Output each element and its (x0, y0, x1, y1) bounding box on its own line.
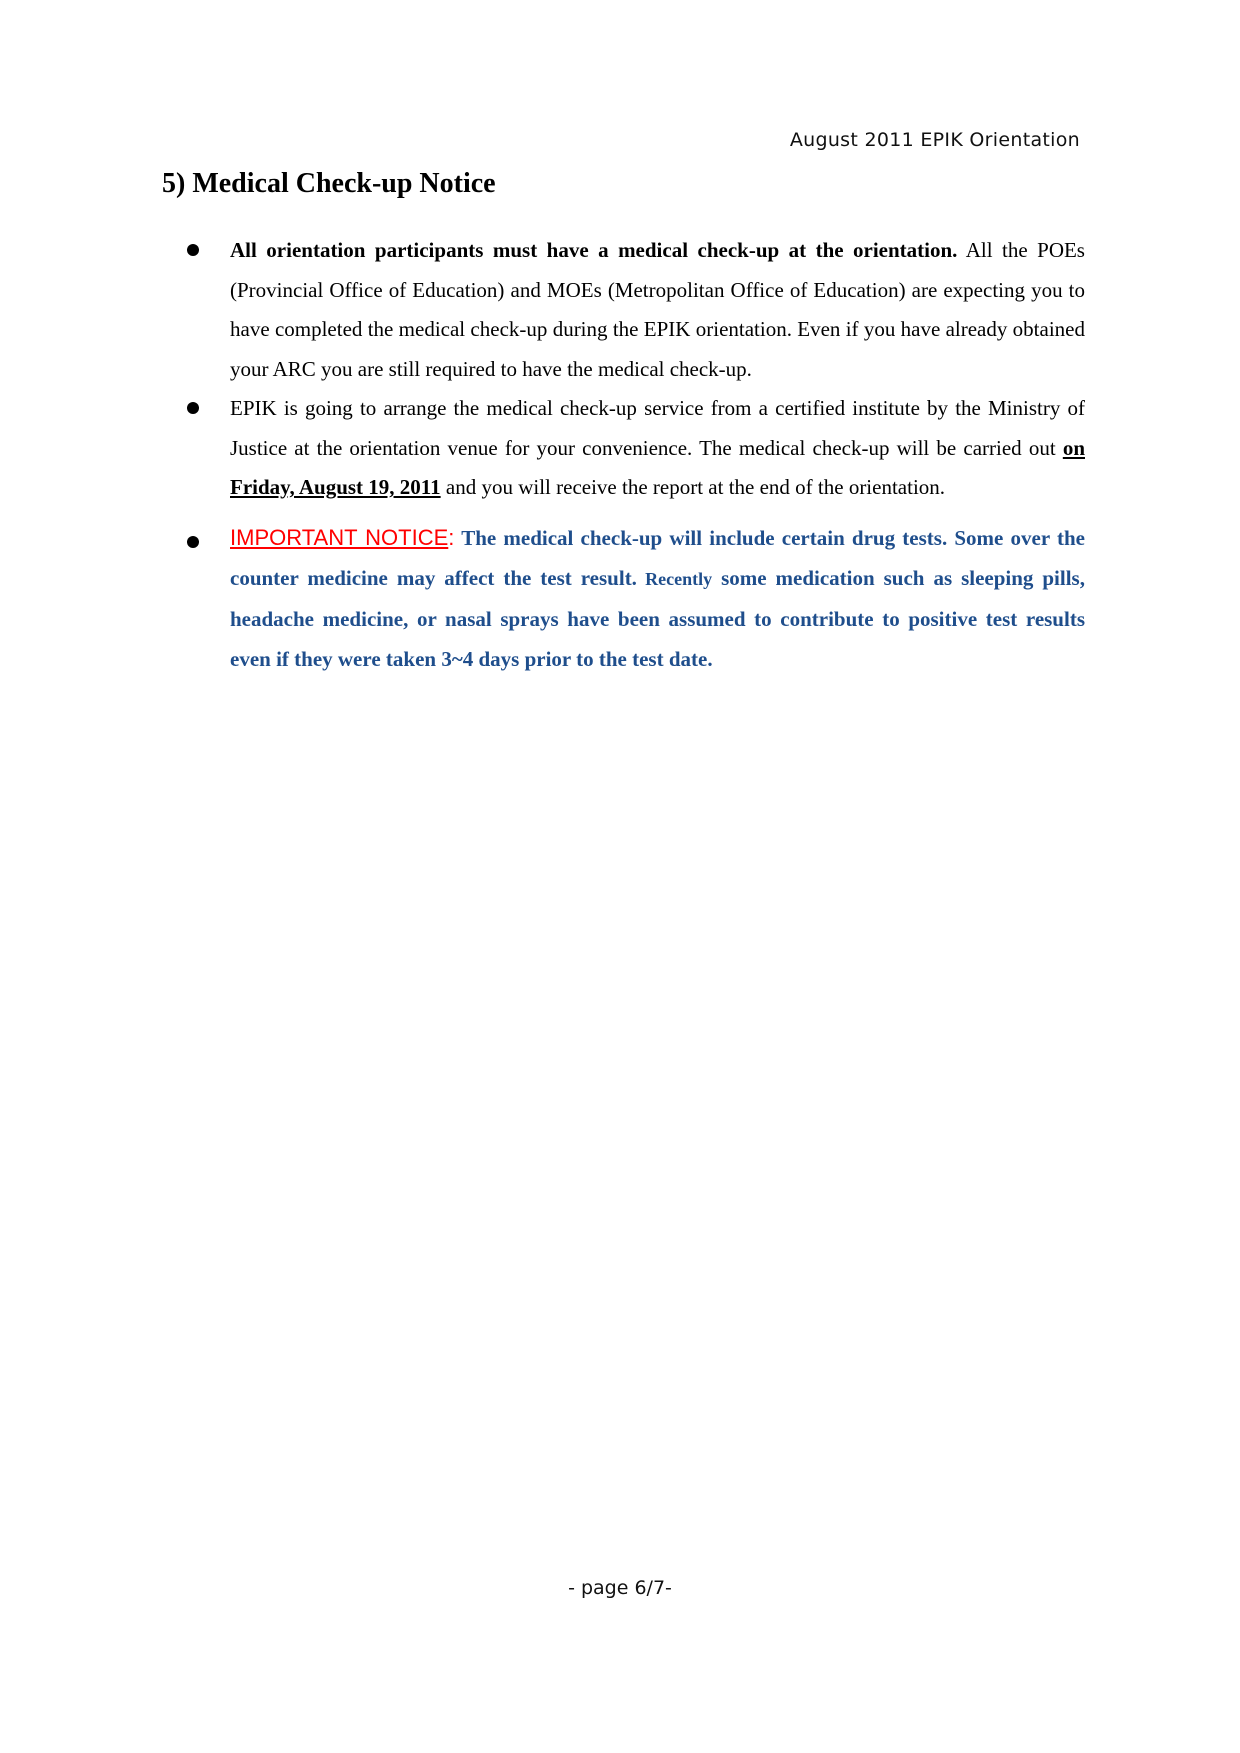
bullet-text: EPIK is going to arrange the medical check-up service from a certified institute by the Ministry of Justice at the orientation venue for your convenience. The medical check-up will be carried out (230, 396, 1085, 460)
bullet-list (160, 231, 1085, 679)
notice-body: The medical check-up will include certain drug tests. Some over the counter medicine may affect the test result. (230, 525, 1085, 590)
page-number: - page 6/7- (568, 1577, 672, 1599)
bullet-icon (187, 244, 199, 256)
section-title: 5) Medical Check-up Notice (162, 168, 496, 199)
notice-body: some medication such as sleeping pills, headache medicine, or nasal sprays have been assumed to contribute to positive test results even if they were taken 3~4 days prior to the test date. (230, 565, 1085, 671)
important-notice-label: IMPORTANT NOTICE (230, 524, 449, 550)
list-item (160, 231, 1085, 389)
running-header: August 2011 EPIK Orientation (789, 129, 1080, 151)
important-notice-item (160, 518, 1085, 679)
bullet-icon (187, 402, 199, 414)
bullet-bold-lead: All orientation participants must have a medical check-up at the orientation. (230, 238, 958, 262)
notice-colon: : (448, 524, 455, 550)
bullet-text: All the POEs (Provincial Office of Education) and MOEs (Metropolitan Office of Education) are expecting you to have completed the medical check-up during the EPIK orientation. Even if you have already obtained your ARC you are still required to have the medical check-up. (230, 238, 1085, 381)
list-item (160, 389, 1085, 508)
bullet-icon (187, 536, 199, 548)
date-emphasis: on Friday, August 19, 2011 (230, 435, 1085, 499)
notice-body-small: Recently (636, 568, 713, 589)
bullet-text: and you will receive the report at the end of the orientation. (440, 475, 946, 499)
